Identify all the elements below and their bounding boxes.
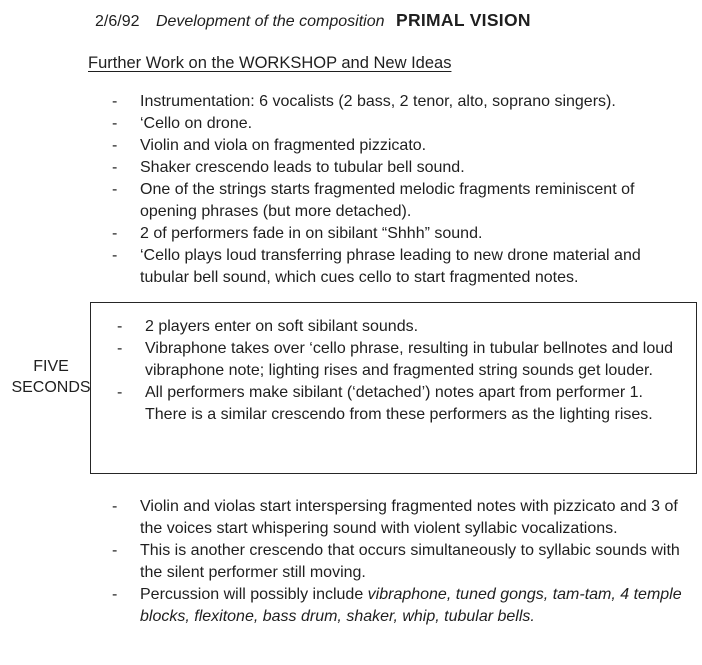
header-date: 2/6/92 — [95, 13, 140, 30]
bullet-item — [112, 157, 688, 179]
bullet-item — [112, 113, 688, 135]
five-seconds-box — [90, 302, 697, 474]
bullet-text: Violin and violas start interspersing fragmented notes with pizzicato and 3 of the voices start whispering sound with violent syllabic vocalizations. — [140, 498, 678, 537]
bullet-text: One of the strings starts fragmented melodic fragments reminiscent of opening phrases (but more detached). — [140, 181, 635, 220]
workshop-bullet-list — [112, 91, 688, 289]
percussion-lead: Percussion will possibly include — [140, 586, 368, 603]
bullet-dash: - — [112, 542, 118, 559]
section-heading: Further Work on the WORKSHOP and New Ideas — [88, 54, 452, 72]
bullet-text: Violin and viola on fragmented pizzicato. — [140, 137, 427, 154]
bullet-dash: - — [112, 498, 118, 515]
bullet-dash: - — [117, 384, 123, 401]
bullet-dash: - — [112, 137, 118, 154]
bullet-dash: - — [112, 181, 118, 198]
bullet-dash: - — [112, 159, 118, 176]
bullet-text — [140, 584, 688, 628]
timeline-label-line2: SECONDS — [11, 379, 91, 396]
bullet-dash: - — [112, 586, 118, 603]
bullet-item — [112, 91, 688, 113]
header-subtitle: Development of the composition — [155, 13, 385, 30]
bullet-item — [117, 382, 691, 426]
five-seconds-bullet-list — [117, 316, 691, 426]
bullet-text: Shaker crescendo leads to tubular bell sound. — [140, 159, 465, 176]
timeline-label — [8, 356, 94, 398]
bullet-text: 2 of performers fade in on sibilant “Shhh” sound. — [140, 225, 483, 242]
bullet-dash: - — [117, 340, 123, 357]
bullet-dash: - — [112, 247, 118, 264]
bullet-dash: - — [112, 225, 118, 242]
bullet-item — [112, 245, 688, 289]
bullet-text: Vibraphone takes over ‘cello phrase, resulting in tubular bellnotes and loud vibraphone note; lighting rises and fragmented string sounds get louder. — [145, 340, 674, 379]
bullet-text: Instrumentation: 6 vocalists (2 bass, 2 tenor, alto, soprano singers). — [140, 93, 616, 110]
document-header — [95, 9, 531, 33]
header-title: PRIMAL VISION — [395, 10, 531, 30]
timeline-label-line1: FIVE — [33, 358, 69, 375]
bullet-text: ‘Cello on drone. — [140, 115, 253, 132]
continuation-bullet-list — [112, 496, 688, 628]
bullet-item — [112, 584, 688, 628]
bullet-item — [112, 223, 688, 245]
bullet-dash: - — [117, 318, 123, 335]
bullet-text: 2 players enter on soft sibilant sounds. — [145, 318, 419, 335]
bullet-item — [112, 540, 688, 584]
bullet-item — [117, 316, 691, 338]
bullet-text: This is another crescendo that occurs simultaneously to syllabic sounds with the silent performer still moving. — [140, 542, 680, 581]
bullet-text: ‘Cello plays loud transferring phrase leading to new drone material and tubular bell sound, which cues cello to start fragmented notes. — [140, 247, 641, 286]
bullet-item — [112, 179, 688, 223]
bullet-dash: - — [112, 93, 118, 110]
bullet-dash: - — [112, 115, 118, 132]
bullet-item — [112, 496, 688, 540]
bullet-text: All performers make sibilant (‘detached’) notes apart from performer 1. There is a similar crescendo from these performers as the lighting rises. — [145, 384, 653, 423]
bullet-item — [117, 338, 691, 382]
percussion-instruments: vibraphone, tuned gongs, tam-tam, 4 temple blocks, flexitone, bass drum, shaker, whip, tubular bells. — [140, 586, 682, 625]
bullet-item — [112, 135, 688, 157]
